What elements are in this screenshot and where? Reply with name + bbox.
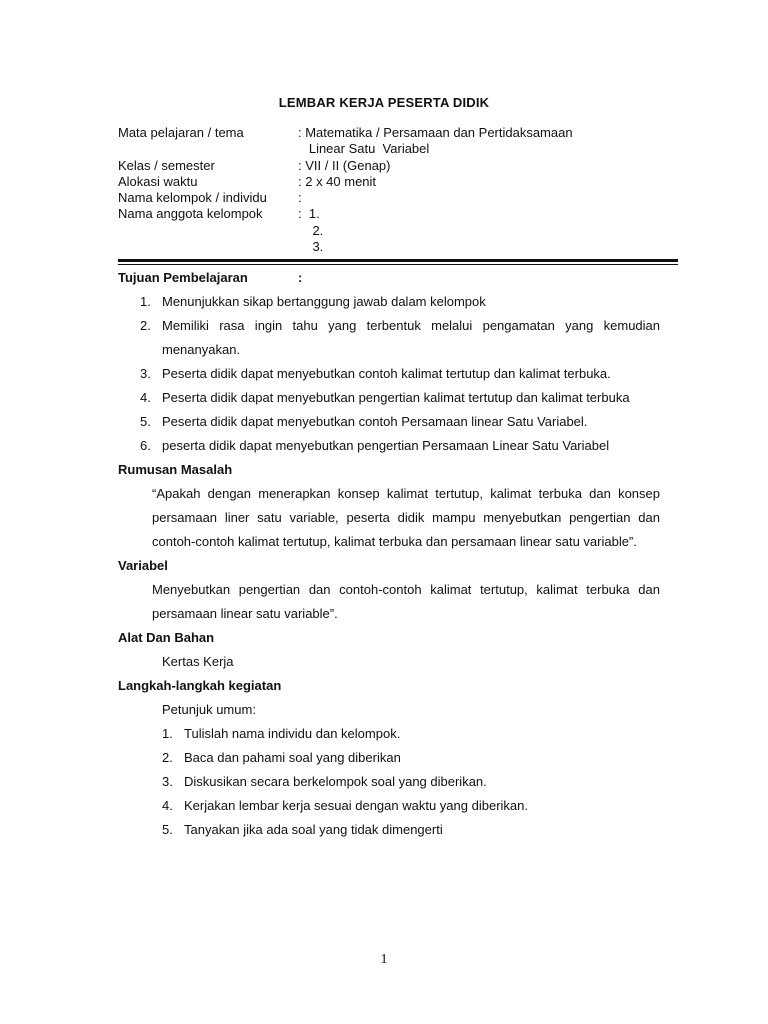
info-value: : (298, 190, 302, 206)
list-item (140, 386, 660, 410)
list-item (140, 410, 660, 434)
list-item (162, 794, 660, 818)
main-content (118, 266, 660, 842)
list-item (162, 746, 660, 770)
item-text: peserta didik dapat menyebutkan pengertian Persamaan Linear Satu Variabel (162, 438, 610, 453)
item-number: 2. (140, 318, 151, 333)
page-number: 1 (380, 952, 388, 967)
langkah-intro: Petunjuk umum: (162, 702, 256, 717)
item-number: 2. (162, 750, 173, 765)
item-number: 5. (140, 414, 151, 429)
info-row (118, 206, 678, 222)
divider-thick (118, 259, 678, 262)
item-text: Baca dan pahami soal yang diberikan (184, 750, 401, 765)
list-item (140, 314, 660, 362)
info-row (118, 174, 678, 190)
info-value: : 1. (298, 206, 320, 222)
item-text: Tanyakan jika ada soal yang tidak dimengerti (184, 822, 443, 837)
info-value: : Matematika / Persamaan dan Pertidaksamaan (298, 125, 573, 140)
item-text: Diskusikan secara berkelompok soal yang diberikan. (184, 774, 487, 789)
item-number: 1. (162, 726, 173, 741)
info-value: Linear Satu Variabel (298, 141, 430, 157)
info-label: Nama kelompok / individu (118, 190, 267, 206)
list-item (162, 770, 660, 794)
list-item (140, 434, 660, 458)
info-row (118, 239, 678, 255)
section-heading-alat: Alat Dan Bahan (118, 630, 215, 645)
item-number: 3. (162, 774, 173, 789)
info-row (118, 190, 678, 206)
list-item (140, 290, 660, 314)
variabel-paragraph: Menyebutkan pengertian dan contoh-contoh kalimat tertutup, kalimat terbuka dan persamaan linear satu variable”. (152, 582, 660, 621)
section-heading-rumusan: Rumusan Masalah (118, 462, 233, 477)
item-number: 1. (140, 294, 151, 309)
info-label: Nama anggota kelompok (118, 206, 263, 222)
langkah-list (118, 722, 660, 842)
section-heading-variabel: Variabel (118, 558, 168, 573)
tujuan-list (118, 290, 660, 458)
heading-colon: : (298, 270, 303, 285)
info-row (118, 125, 678, 141)
item-number: 6. (140, 438, 151, 453)
item-text: Peserta didik dapat menyebutkan contoh kalimat tertutup dan kalimat terbuka. (162, 366, 611, 381)
item-text: Peserta didik dapat menyebutkan contoh Persamaan linear Satu Variabel. (162, 414, 588, 429)
identity-block (118, 125, 678, 255)
item-text: Kerjakan lembar kerja sesuai dengan waktu yang diberikan. (184, 798, 528, 813)
info-value: 2. (298, 222, 324, 238)
item-text: Peserta didik dapat menyebutkan pengertian kalimat tertutup dan kalimat terbuka (162, 390, 630, 405)
info-label: Kelas / semester (118, 157, 215, 173)
info-value: 3. (298, 239, 324, 255)
info-value: : 2 x 40 menit (298, 173, 377, 189)
info-label: Alokasi waktu (118, 173, 198, 189)
info-row (118, 141, 678, 157)
item-text: Tulislah nama individu dan kelompok. (184, 726, 401, 741)
section-heading-tujuan (118, 266, 660, 290)
item-number: 3. (140, 366, 151, 381)
section-heading-langkah: Langkah-langkah kegiatan (118, 678, 282, 693)
item-number: 4. (140, 390, 151, 405)
item-number: 5. (162, 822, 173, 837)
heading-text: Tujuan Pembelajaran (118, 270, 248, 285)
divider-thin (118, 264, 678, 265)
alat-paragraph: Kertas Kerja (162, 654, 234, 669)
document-title: LEMBAR KERJA PESERTA DIDIK (278, 95, 490, 110)
list-item (140, 362, 660, 386)
item-number: 4. (162, 798, 173, 813)
info-row (118, 223, 678, 239)
info-value: : VII / II (Genap) (298, 157, 391, 173)
rumusan-paragraph: “Apakah dengan menerapkan konsep kalimat tertutup, kalimat terbuka dan konsep persamaan liner satu variable, peserta didik mampu menyebutkan pengertian dan contoh-contoh kalimat tertutup, kalimat terbuka dan persamaan linear satu variable”. (152, 486, 660, 549)
item-text: Menunjukkan sikap bertanggung jawab dalam kelompok (162, 294, 486, 309)
list-item (162, 722, 660, 746)
list-item (162, 818, 660, 842)
info-row (118, 158, 678, 174)
item-text: Memiliki rasa ingin tahu yang terbentuk melalui pengamatan yang kemudian menanyakan. (162, 318, 660, 357)
info-label: Mata pelajaran / tema (118, 125, 244, 140)
